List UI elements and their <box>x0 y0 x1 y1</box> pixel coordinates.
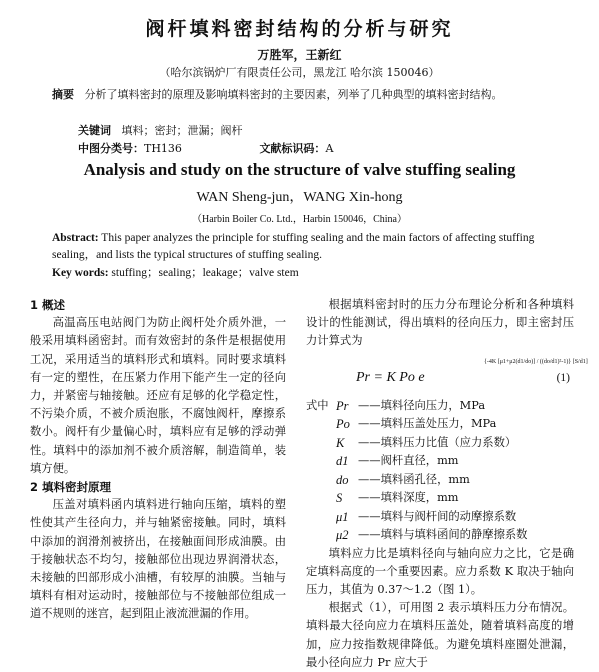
equation-exponent: {-4K [μ1+μ2(d1/do)] / ((do/d1)²-1)} [S/d1] <box>484 358 588 365</box>
abstract-en <box>52 230 544 264</box>
definition-row <box>306 452 574 471</box>
classification-cn <box>78 140 333 156</box>
abstract-cn <box>52 86 542 104</box>
definition-row <box>306 526 574 545</box>
definition-row <box>306 508 574 527</box>
definition-row <box>306 471 574 490</box>
abstract-cn-text: 分析了填料密封的原理及影响填料密封的主要因素，列举了几种典型的填料密封结构。 <box>84 88 503 101</box>
section-1-text: 高温高压电站阀门为防止阀杆处介质外泄，一般采用填料函密封。而有效密封的条件是根据使用工况，采用适当的填料形式和填料。同时要求填料有一定的塑性，在压紧力作用下能产生一定的径向力，并紧密与轴接触。还应有足够的化学稳定性，不污染介质，不被介质泡胀，不腐蚀阀杆，摩擦系数小。阀杆有少量偏心时，填料应有足够的浮动弹性。填料中的添加剂不被介质溶解，制造简单，装填方便。 <box>30 316 286 475</box>
section-1-heading: 1 概述 <box>30 298 66 312</box>
keywords-cn-label: 关键词 <box>78 124 111 137</box>
authors-en: WAN Sheng-jun，WANG Xin-hong <box>196 190 403 205</box>
keywords-en-text: stuffing；sealing；leakage；valve stem <box>111 267 299 279</box>
definition-text: ——填料压力比值（应力系数） <box>358 435 517 449</box>
equation-1 <box>306 355 588 395</box>
abstract-en-text: This paper analyzes the principle for stuffing sealing and the main factors of affecting stuffing sealing，and lists the typical structures of stuffing sealing. <box>52 232 535 261</box>
where-label: 式中 <box>306 398 329 412</box>
keywords-en-label: Key words: <box>52 267 109 279</box>
definition-row <box>306 489 574 508</box>
definition-symbol: μ2 <box>336 528 349 543</box>
abstract-cn-label: 摘要 <box>52 88 74 101</box>
definition-symbol: K <box>336 435 345 450</box>
definition-symbol: d1 <box>336 454 349 469</box>
clc-label: 中图分类号： <box>78 142 144 155</box>
symbol-definitions <box>306 397 574 545</box>
definition-symbol: do <box>336 472 349 487</box>
left-column <box>30 296 286 624</box>
definition-row <box>306 415 574 434</box>
affiliation-cn: （哈尔滨锅炉厂有限责任公司，黑龙江 哈尔滨 150046） <box>159 66 440 79</box>
paper-title-cn: 阀杆填料密封结构的分析与研究 <box>145 18 454 40</box>
authors-cn: 万胜军，王新红 <box>257 48 342 62</box>
docid-label: 文献标识码： <box>259 142 326 155</box>
definition-row <box>306 397 574 416</box>
paper-title-en: Analysis and study on the structure of valve stuffing sealing <box>83 160 516 179</box>
right-column <box>306 296 588 672</box>
keywords-cn-text: 填料；密封；泄漏；阀杆 <box>121 124 243 137</box>
clc-value: TH136 <box>144 142 182 155</box>
definition-symbol: Pr <box>336 398 349 413</box>
definition-text: ——填料函孔径，mm <box>358 472 470 486</box>
definition-text: ——填料与阀杆间的动摩擦系数 <box>358 509 517 523</box>
equation-main: Pr = K Po e <box>356 369 425 385</box>
docid-value: A <box>325 142 334 155</box>
definition-row <box>306 434 574 453</box>
definition-symbol: μ1 <box>336 509 349 524</box>
definition-symbol: Po <box>336 417 350 432</box>
keywords-cn <box>78 122 243 138</box>
section-2-text: 压盖对填料函内填料进行轴向压缩，填料的塑性使其产生径向力，并与轴紧密接触。同时，填料中添加的润滑剂被挤出，在接触面间形成油膜。由于接触状态不均匀，接触部位出现边界润滑状态，未接触的凹部形成小油槽，有较厚的油膜。当轴与填料有相对运动时，接触部位与不接触部位组成一道不规则的迷宫，起到阻止液流泄漏的作用。 <box>30 498 286 621</box>
definition-text: ——填料深度，mm <box>358 491 459 505</box>
equation-number: (1) <box>556 371 570 384</box>
definition-text: ——填料径向压力，MPa <box>358 398 486 412</box>
keywords-en <box>52 264 299 280</box>
definition-text: ——填料压盖处压力，MPa <box>358 417 497 431</box>
section-2-heading: 2 填料密封原理 <box>30 480 112 495</box>
paragraph-stress-ratio: 填料应力比是填料径向与轴向应力之比，它是确定填料高度的一个重要因素。应力系数 K 取决于轴向压力，其值为 0.37～1.2（图 1）。 <box>306 546 574 597</box>
formula-intro: 根据填料密封时的压力分布理论分析和各种填料设计的性能测试，得出填料的径向压力，即主密封压力计算式为 <box>306 298 574 348</box>
definition-text: ——阀杆直径，mm <box>358 454 459 468</box>
definition-symbol: S <box>336 491 343 506</box>
abstract-en-label: Abstract: <box>52 232 99 244</box>
affiliation-en: （Harbin Boiler Co. Ltd.，Harbin 150046，China） <box>192 214 407 225</box>
definition-text: ——填料与填料函间的静摩擦系数 <box>358 528 528 542</box>
paragraph-pressure-distribution: 根据式（1），可用图 2 表示填料压力分布情况。填料最大径向应力在填料压盖处，随着填料高度的增加，应力按指数规律降低。为避免填料座圈处泄漏，最小径向应力 Pr 应大于 <box>306 601 574 669</box>
